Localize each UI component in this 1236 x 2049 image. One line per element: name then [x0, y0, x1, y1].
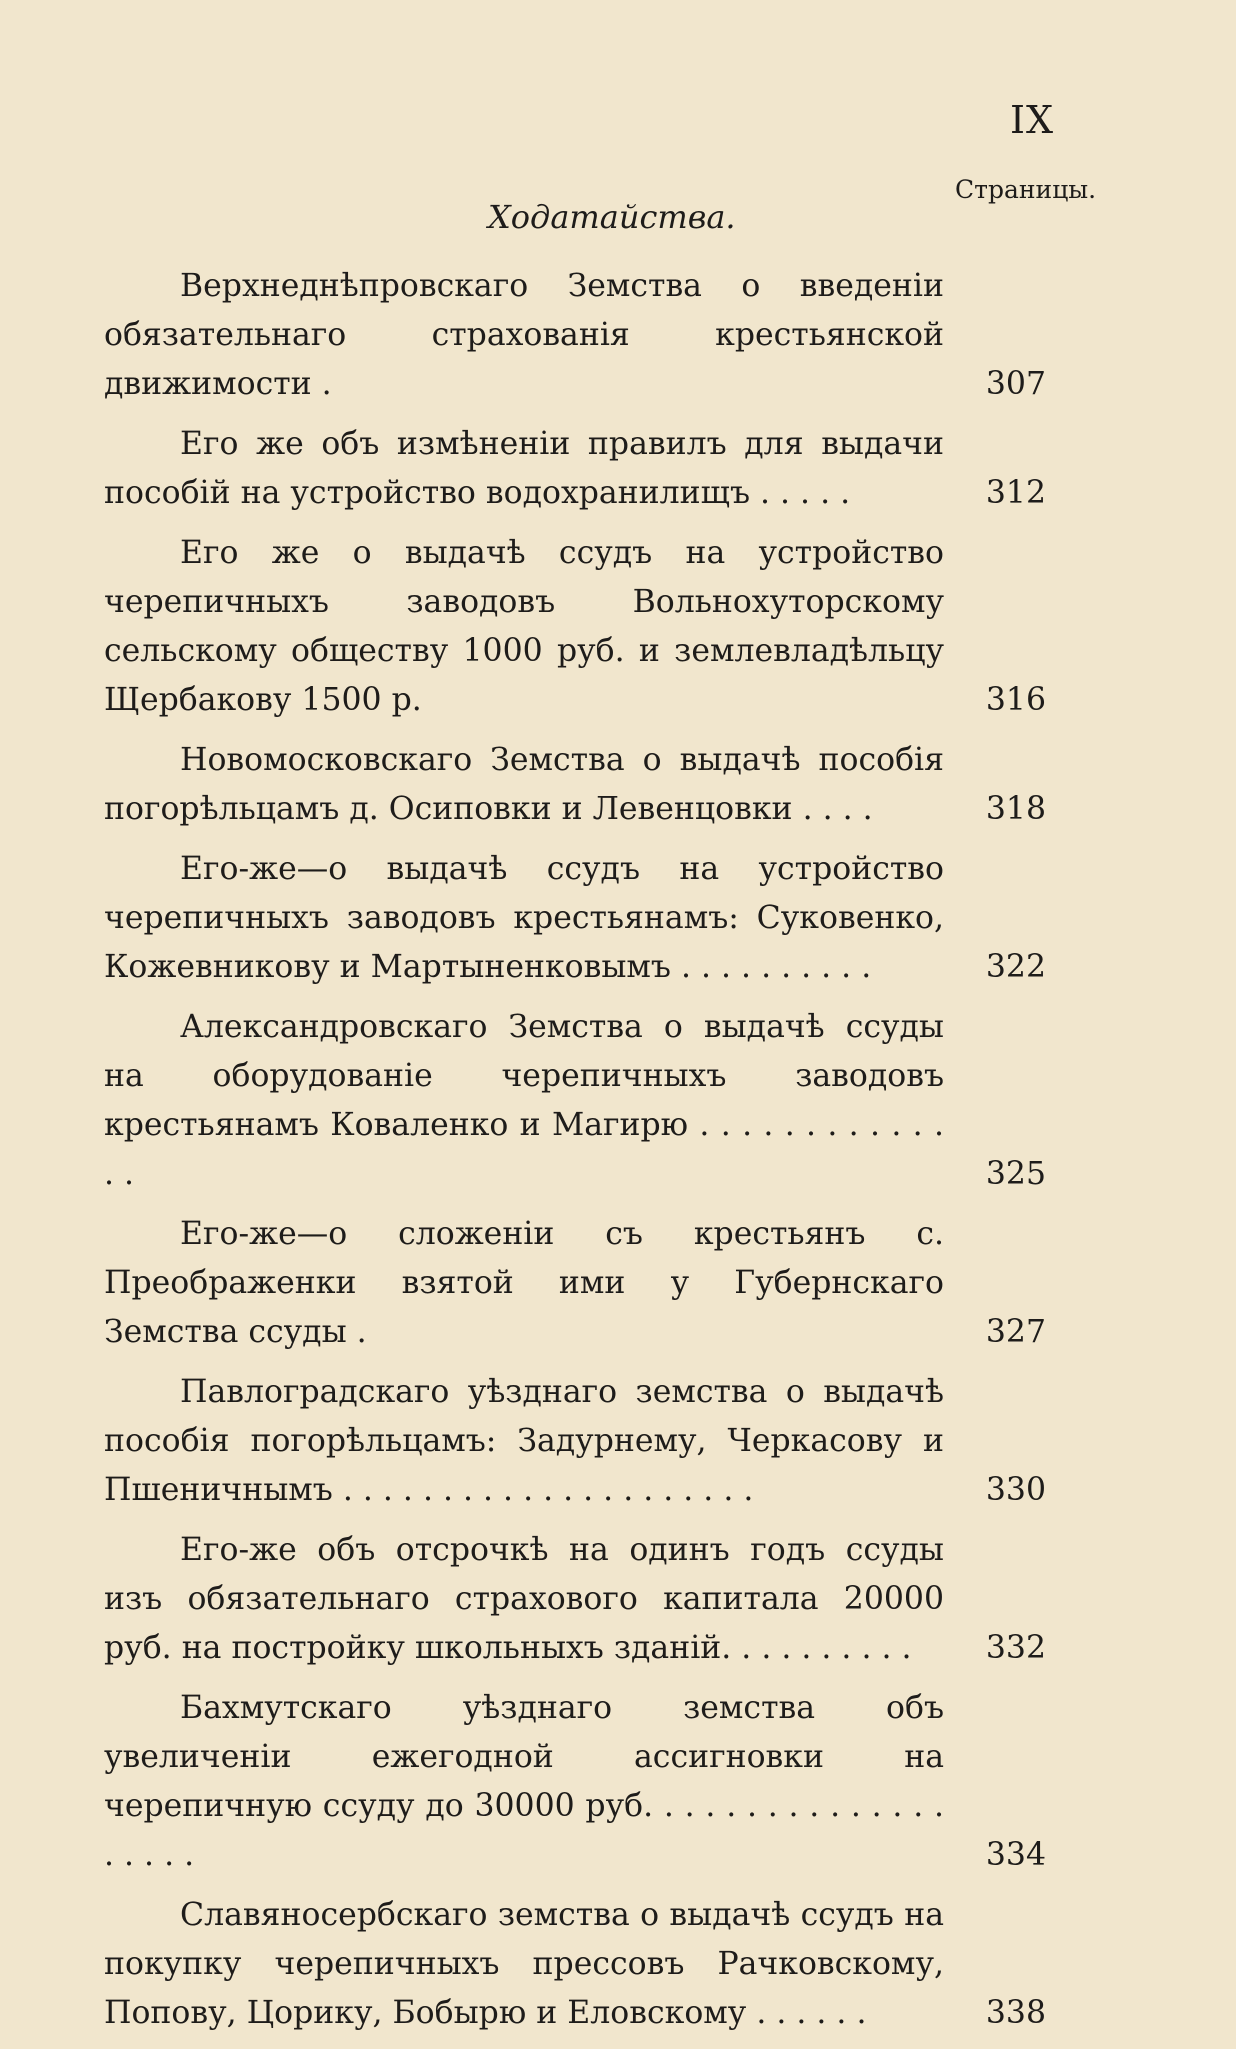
entry-text: Бахмутскаго уѣзднаго земства объ увеличеніи ежегодной ассигновки на черепичную ссуду до 30000 руб. . . . . . . . . . . . . . . . . . . . — [104, 1690, 944, 1873]
entry-text: Верхнеднѣпровскаго Земства о введеніи обязательнаго страхованія крестьянской движимости . — [104, 268, 944, 402]
contents-entry — [104, 1368, 1046, 1515]
contents-entry — [104, 1684, 1046, 1880]
entry-text: Его-же объ отсрочкѣ на одинъ годъ ссуды изъ обязательнаго страхового капитала 20000 руб. на постройку школьныхъ зданій. . . . . . . . . . — [104, 1532, 944, 1666]
entry-text: Новомосковскаго Земства о выдачѣ пособія погорѣльцамъ д. Осиповки и Левенцовки . . . . — [104, 742, 944, 827]
entry-page-number: 325 — [985, 1156, 1046, 1192]
entry-page-number: 307 — [985, 366, 1046, 402]
entry-text: Его-же—о выдачѣ ссудъ на устройство черепичныхъ заводовъ крестьянамъ: Суковенко, Кожевникову и Мартыненковымъ . . . . . . . . . . — [104, 851, 944, 985]
contents-entry — [104, 1891, 1046, 2038]
contents-entry — [104, 262, 1046, 409]
entry-text: Павлоградскаго уѣзднаго земства о выдачѣ пособія погорѣльцамъ: Задурнему, Черкасову и Пшеничнымъ . . . . . . . . . . . . . . . . . . . . . — [104, 1374, 944, 1508]
entry-page-number: 322 — [985, 949, 1046, 985]
contents-list — [104, 262, 1046, 2049]
entry-page-number: 334 — [985, 1837, 1046, 1873]
entry-page-number: 327 — [985, 1314, 1046, 1350]
contents-entry — [104, 736, 1046, 834]
contents-entry — [104, 1526, 1046, 1673]
entry-text: Его же объ измѣненіи правилъ для выдачи пособій на устройство водохранилищъ . . . . . — [104, 426, 944, 511]
section-title: Ходатайства. — [488, 198, 736, 236]
entry-page-number: 312 — [985, 475, 1046, 511]
entry-text: Славяносербскаго земства о выдачѣ ссудъ на покупку черепичныхъ прессовъ Рачковскому, Попову, Цорику, Бобырю и Еловскому . . . . . . — [104, 1897, 944, 2031]
entry-page-number: 330 — [985, 1472, 1046, 1508]
entry-text: Его-же—о сложеніи съ крестьянъ с. Преображенки взятой ими у Губернскаго Земства ссуды . — [104, 1216, 944, 1350]
page-number: IX — [1010, 98, 1055, 142]
contents-entry — [104, 1210, 1046, 1357]
pages-column-label: Страницы. — [955, 175, 1097, 204]
entry-page-number: 316 — [985, 682, 1046, 718]
entry-page-number: 318 — [985, 791, 1046, 827]
contents-entry — [104, 529, 1046, 725]
entry-text: Его же о выдачѣ ссудъ на устройство черепичныхъ заводовъ Вольнохуторскому сельскому обществу 1000 руб. и землевладѣльцу Щербакову 1500 р. — [104, 535, 944, 718]
entry-page-number: 332 — [985, 1630, 1046, 1666]
contents-entry — [104, 1003, 1046, 1199]
contents-entry — [104, 845, 1046, 992]
entry-text: Александровскаго Земства о выдачѣ ссуды на оборудованіе черепичныхъ заводовъ крестьянамъ Коваленко и Магирю . . . . . . . . . . . . . . — [104, 1009, 944, 1192]
contents-entry — [104, 420, 1046, 518]
entry-page-number: 338 — [985, 1995, 1046, 2031]
